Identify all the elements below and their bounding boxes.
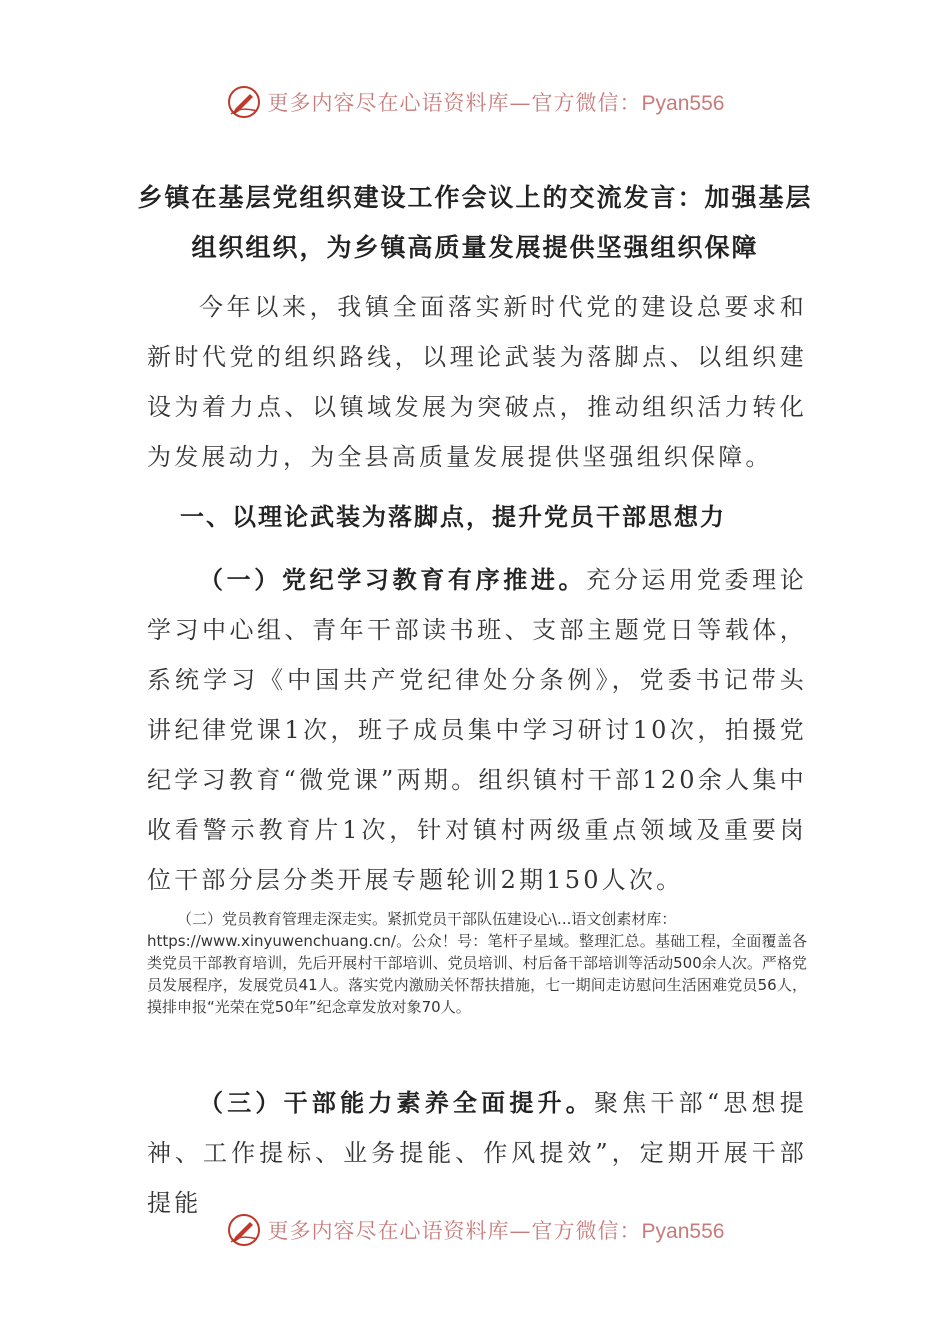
pen-logo-icon: [226, 1212, 262, 1248]
watermark-footer: [0, 1210, 950, 1250]
paragraph-2-first-line: （二）党员教育管理走深走实。紧抓党员干部队伍建设心\...语文创素材库：: [177, 910, 677, 928]
intro-paragraph: 今年以来，我镇全面落实新时代党的建设总要求和新时代党的组织路线，以理论武装为落脚点、以组织建设为着力点、以镇域发展为突破点，推动组织活力转化为发展动力，为全县高质量发展提供坚强组织保障。: [147, 293, 807, 471]
paragraph-1-lead: （一）党纪学习教育有序推进。: [199, 565, 587, 594]
section-heading-1: 一、以理论武装为落脚点，提升党员干部思想力: [180, 502, 726, 531]
document-title: 乡镇在基层党组织建设工作会议上的交流发言：加强基层组织组织，为乡镇高质量发展提供坚强组织保障: [137, 183, 813, 262]
watermark-header: [0, 82, 950, 122]
watermark-wechat-id: Pyan556: [641, 1220, 725, 1243]
watermark-text: 更多内容尽在心语资料库—官方微信：Pyan556: [267, 1219, 725, 1243]
paragraph-3-body: 聚焦干部“思想提神、工作提标、业务提能、作风提效”，定期开展干部提能: [147, 1089, 807, 1217]
paragraph-2: [147, 908, 807, 1018]
paragraph-3-lead: （三）干部能力素养全面提升。: [199, 1088, 595, 1117]
watermark-text: 更多内容尽在心语资料库—官方微信：Pyan556: [267, 91, 725, 115]
paragraph-2-rest: https://www.xinyuwenchuang.cn/。公众！号：笔杆子星域。整理汇总。基础工程，全面覆盖各类党员干部教育培训，先后开展村干部培训、党员培训、村后备干部培训等活动500余人次。严格党员发展程序，发展党员41人。落实党内激励关怀帮扶措施，七一期间走访慰问生活困难党员56人，摸排申报“光荣在党50年”纪念章发放对象70人。: [147, 932, 807, 1016]
watermark-wechat-id: Pyan556: [641, 92, 725, 115]
paragraph-3: [147, 1078, 807, 1228]
pen-logo-icon: [226, 84, 262, 120]
paragraph-1: [147, 555, 807, 905]
paragraph-1-body: 充分运用党委理论学习中心组、青年干部读书班、支部主题党日等载体，系统学习《中国共产党纪律处分条例》，党委书记带头讲纪律党课1次，班子成员集中学习研讨10次，拍摄党纪学习教育“微党课”两期。组织镇村干部120余人集中收看警示教育片1次，针对镇村两级重点领域及重要岗位干部分层分类开展专题轮训2期150人次。: [147, 566, 807, 894]
